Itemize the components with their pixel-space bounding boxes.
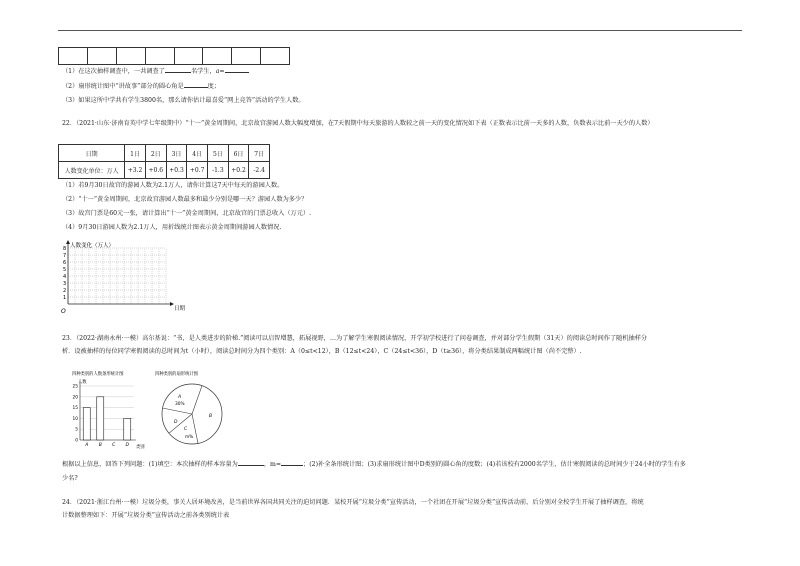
table-cell: -2.4 (249, 162, 270, 179)
grid-ylabel: 人数变化（万人） (70, 243, 115, 249)
header-rule (58, 30, 742, 31)
q23-questions-line1 (62, 461, 686, 469)
table-cell: 日期 (59, 145, 125, 162)
table-row (59, 162, 270, 179)
q22-sub4: （4）9月30日游园人数为2.1万人，用折线统计图表示黄金周期间游园人数情况. (62, 224, 282, 231)
table-cell: -1.3 (208, 162, 229, 179)
table-cell: +3.2 (125, 162, 146, 179)
q23-q-text-b: ，m= (263, 461, 282, 468)
bar-ytick-label: 5 (75, 427, 78, 433)
answer-blank (184, 87, 208, 88)
pie-label-a: A (178, 395, 182, 400)
q21-a-symbol: a (215, 68, 220, 75)
grid-ytick-label: 7 (63, 253, 67, 259)
grid-ytick-label: 2 (63, 288, 67, 294)
q23-q-text-c: ；(2)补全条形统计图；(3)求扇形统计图中D类别的圆心角的度数；(4)若该校有2000名学生，估计寒假阅读的总时间少于24小时的学生有多 (303, 461, 686, 468)
table-cell: 6日 (228, 145, 249, 162)
pie-label-b: B (209, 414, 213, 419)
q22-stem: 22．（2021·山东·济南育英中学七年级期中）“十一”黄金周期间，北京故宫游园人数大幅度增加，在7天假期中每天旅游的人数较之前一天的变化情况如下表（正数表示比前一天多的人数，负数表示比前一天少的人数） (62, 120, 654, 127)
bar-chart-ylabel: 人数 (78, 380, 87, 385)
pie-pct-c: m% (185, 435, 194, 440)
q21-sub1 (62, 68, 249, 76)
q21-sub2-text-b: 度； (207, 83, 221, 90)
answer-blank (281, 465, 303, 466)
table-cell: +0.3 (166, 162, 187, 179)
grid-ytick-label: 8 (63, 246, 67, 252)
bar-ytick-label: 25 (72, 384, 78, 390)
q21-sub3: （3）如果这所中学共有学生3800名，那么请你估计最喜爱“网上竞答”活动的学生人数。 (62, 97, 305, 104)
bar-d (124, 418, 131, 440)
q24-line2: 计数据整理如下：开展“垃圾分类”宣传活动之前各类别统计表 (62, 512, 230, 519)
bar-ytick-label: 20 (72, 395, 78, 401)
q23-pie-chart (152, 368, 232, 452)
pie-label-d: D (174, 420, 178, 425)
pie-radius (192, 386, 202, 414)
table-cell: 3日 (166, 145, 187, 162)
grid-ytick-label: 1 (63, 295, 67, 301)
q23-line1: 23．（2022·湖南永州·一模）高尔基说：“书，是人类进步的阶梯.”阅读可以启智增慧，拓展视野，…为了解学生寒假阅读情况，开学初学校进行了问卷调查，并对部分学生假期（31天）的阅读总时间作了随机抽样分 (62, 335, 648, 342)
bar-yticks (73, 384, 79, 444)
table-cell: 1日 (125, 145, 146, 162)
q22-sub2: （2）“十一”黄金周期间，北京故宫游园人数最多和最少分别是哪一天？游园人数为多少？ (62, 196, 308, 203)
table-cell: 人数变化单位：万人 (59, 162, 125, 179)
bar-xtick-label: C (112, 443, 116, 448)
table-cell: 7日 (249, 145, 270, 162)
answer-blank (225, 72, 249, 73)
q21-sub1-text: （1）在这次抽样调查中，一共调查了 (62, 68, 165, 75)
table-cell: +0.7 (187, 162, 208, 179)
bar-xtick-label: A (85, 443, 89, 448)
grid-lines (68, 248, 166, 304)
q21-sub1-text-b: 名学生， (190, 68, 216, 75)
pie-pct-a: 30% (175, 402, 185, 407)
grid-ticks (63, 246, 66, 301)
pie-label-c: C (184, 427, 188, 432)
bar-chart-xlabel: 类别 (136, 445, 145, 450)
q21-sub2-text: （2）扇形统计图中“讲故事”部分的圆心角是 (62, 83, 184, 90)
q22-table (58, 144, 270, 179)
pie-radius (163, 408, 193, 414)
q23-bar-chart (66, 368, 150, 452)
bar-ytick-label: 0 (75, 438, 78, 444)
bar-chart-title: 四种类别的人数条形统计图 (72, 372, 124, 377)
q24-line1: 24．（2021·浙江台州·一模）垃圾分类，事关人居环境改善，是当前世界各国共同关注的迫切问题．某校开展“垃圾分类”宣传活动，一个社团在开展“垃圾分类”宣传活动前、后分别对全校学生开展了抽样调查，将统 (62, 499, 644, 506)
grid-origin: O (61, 308, 66, 315)
table-cell: 5日 (208, 145, 229, 162)
grid-ytick-label: 3 (63, 281, 67, 287)
grid-ytick-label: 4 (63, 274, 67, 280)
q21-table (58, 47, 290, 65)
table-cell: 2日 (145, 145, 166, 162)
q23-line2: 析．设被抽样的每位同学寒假阅读的总时间为t（小时），阅读总时间分为四个类别：A（0≤t<12），B（12≤t<24），C（24≤t<36），D（t≥36），将分类结果制成两幅统计图（尚不完整）. (62, 348, 582, 355)
table-cell: +0.6 (145, 162, 166, 179)
q22-sub3: （3）故宫门票是60元一张，请计算出“十一”黄金周期间，北京故宫的门票总收入（万元）. (62, 210, 312, 217)
table-row (59, 48, 290, 65)
bar-ytick-label: 15 (72, 406, 78, 412)
grid-ytick-label: 6 (63, 260, 67, 266)
table-cell: 4日 (187, 145, 208, 162)
bar-xticks (84, 442, 129, 448)
bar-xtick-label: B (98, 443, 102, 448)
answer-blank (238, 465, 264, 466)
grid-xlabel: 日期 (174, 306, 186, 312)
answer-blank (165, 72, 191, 73)
table-row (59, 145, 270, 162)
pie-chart-title: 四种类别的扇形统计图 (155, 372, 198, 377)
q23-q-text: 根据以上信息，回答下列问题：(1)填空：本次抽样的样本容量为 (62, 461, 238, 468)
bar-b (97, 397, 104, 440)
q23-questions-line2: 少名? (62, 475, 78, 482)
bar-xtick-label: D (125, 443, 129, 448)
table-cell: +0.2 (228, 162, 249, 179)
q22-blank-grid (58, 240, 188, 316)
grid-ytick-label: 5 (63, 267, 67, 273)
q21-sub1-text-c: = (219, 68, 225, 75)
bar-ytick-label: 10 (72, 416, 78, 422)
pie-radius (169, 414, 192, 433)
bar-a (83, 408, 90, 440)
q22-sub1: （1）若9月30日故宫的游园人数为2.1万人，请你计算这7天中每天的游园人数。 (62, 182, 284, 189)
q21-sub2 (62, 83, 220, 91)
